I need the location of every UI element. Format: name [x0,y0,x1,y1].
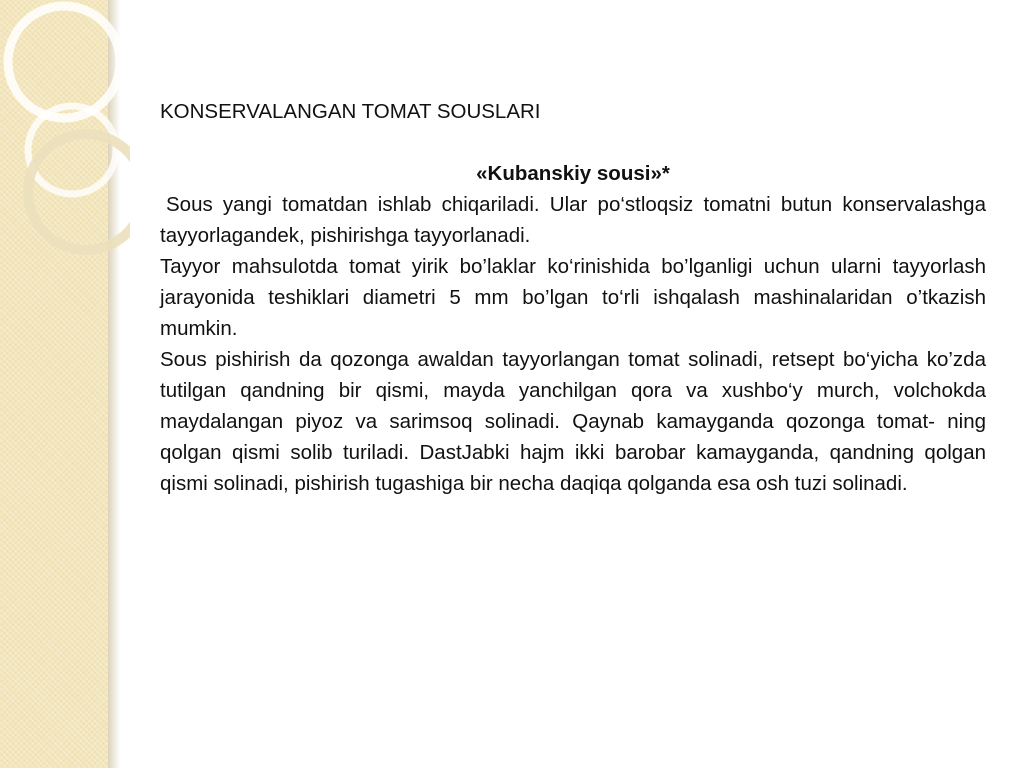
paragraph-3: Sous pishirish da qozonga awaldan tayyorlangan tomat solinadi, retsept bo‘yicha ko’zda tutilgan qandning bir qismi, mayda yanchilgan qora va xushbo‘y murch, volchokda maydalangan piyoz va sarimsoq solinadi. Qaynab kamayganda qozonga tomat- ning qolgan qismi solib turiladi. DastJabki hajm ikki barobar kamayganda, qandning qolgan qismi solinadi, pishirish tugashiga bir necha daqiqa qolganda esa osh tuzi solinadi. [160,348,986,495]
slide-heading: KONSERVALANGAN TOMAT SOUSLARI [160,100,541,123]
decorative-rings-icon [0,0,130,300]
paragraph-1: Sous yangi tomatdan ishlab chiqariladi. Ular po‘stloqsiz tomatni butun konservalashga tayyorlagandek, pishirishga tayyorlanadi. [160,193,986,247]
recipe-title: «Kubanskiy sousi»* [476,162,670,185]
paragraph-2: Tayyor mahsulotda tomat yirik bo’laklar ko‘rinishida bo’lganligi uchun ularni tayyorlash jarayonida teshiklari diametri 5 mm bo’lgan to‘rli ishqalash mashinalaridan o’tkazish mumkin. [160,255,986,340]
ring-top [8,6,120,118]
blank-line [160,127,986,158]
slide-body [160,96,986,499]
